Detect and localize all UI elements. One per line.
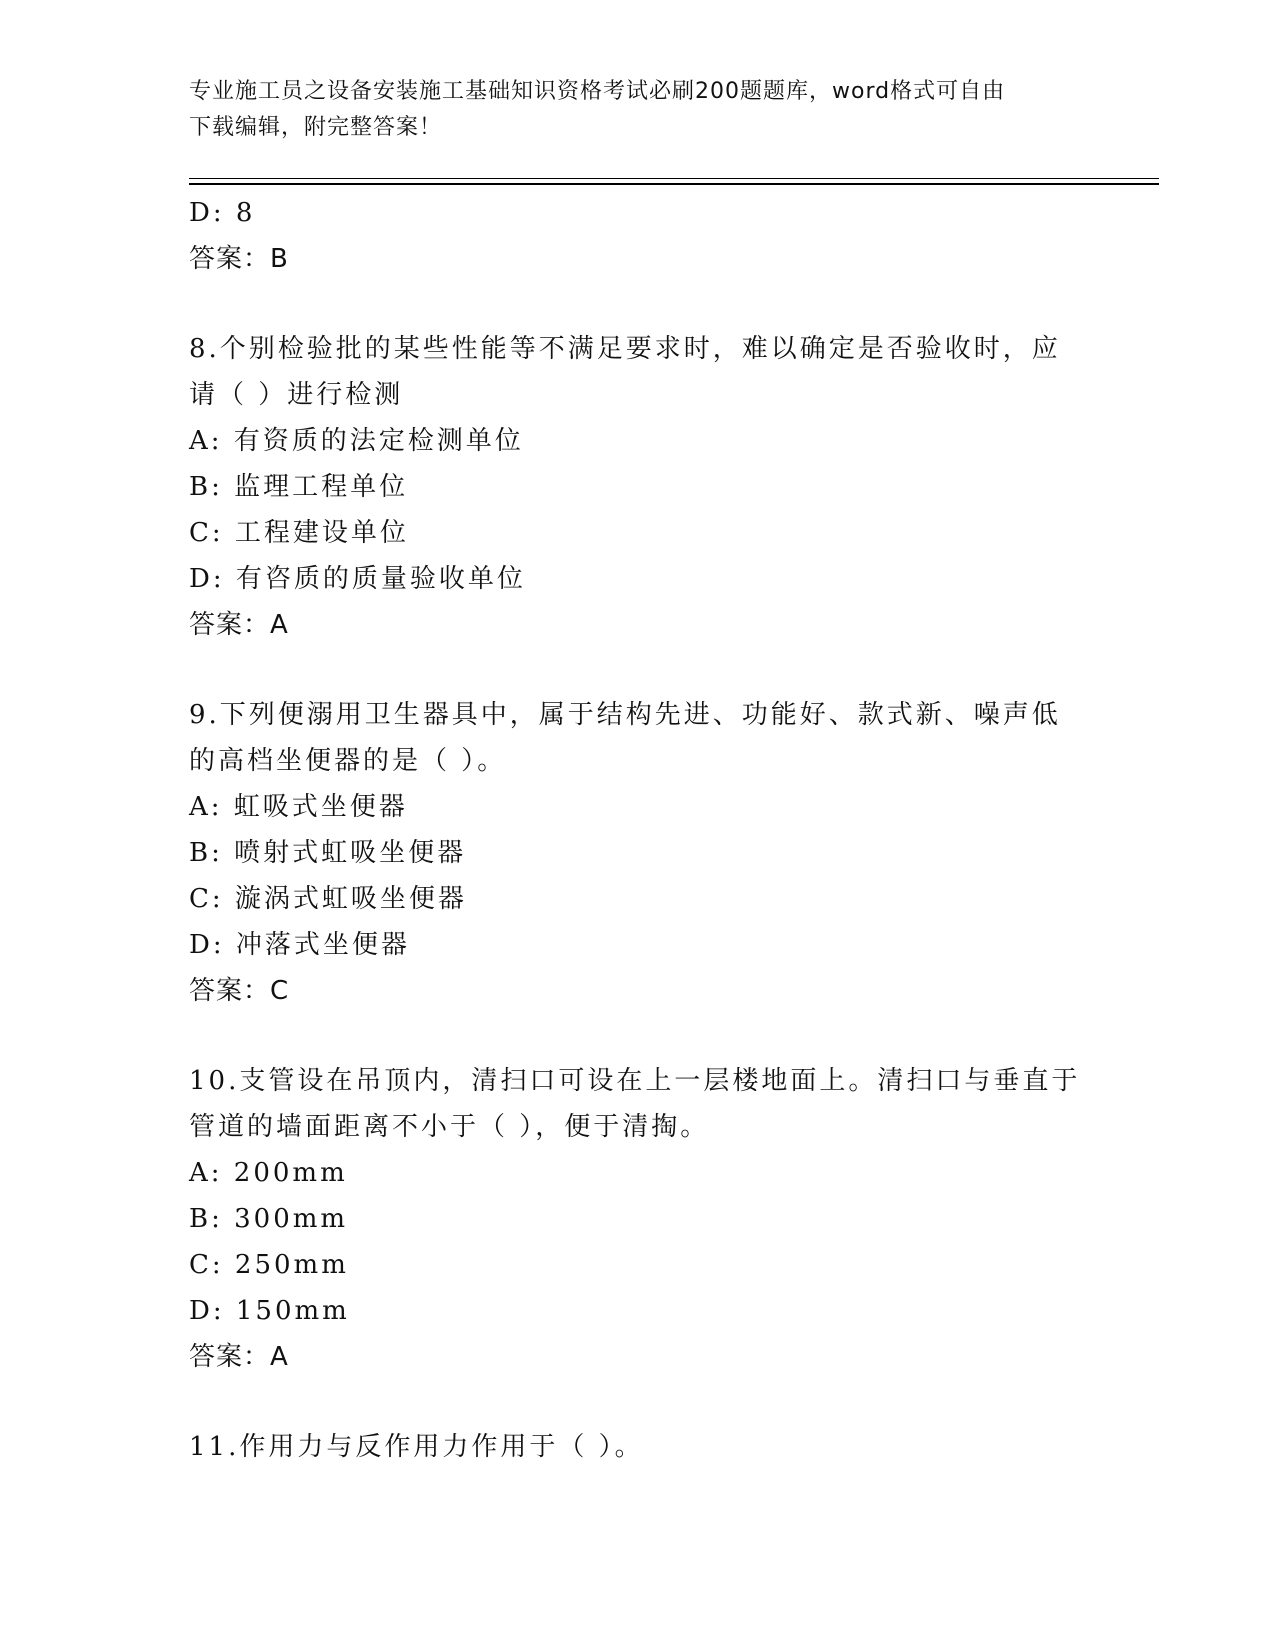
document-header (189, 74, 1079, 146)
header-title-line-2: 下载编辑，附完整答案！ (189, 115, 443, 140)
document-body (189, 190, 1089, 1470)
option-b: B: 监理工程单位 (189, 472, 409, 502)
answer-line: 答案：B (189, 244, 289, 274)
option-c: C: 漩涡式虹吸坐便器 (189, 884, 467, 914)
option-d: D: 150mm (189, 1296, 350, 1326)
header-divider-thin (189, 178, 1159, 179)
option-b: B: 300mm (189, 1204, 349, 1234)
answer-line: 答案：A (189, 1342, 289, 1372)
question-8 (189, 326, 1089, 648)
question-text-line-2: 的高档坐便器的是（ ）。 (189, 746, 507, 776)
answer-line: 答案：A (189, 610, 289, 640)
option-c: C: 250mm (189, 1250, 349, 1280)
question-text (189, 1058, 1089, 1150)
previous-question-tail (189, 190, 1089, 282)
header-divider-thick (189, 183, 1159, 185)
question-9 (189, 692, 1089, 1014)
option-a: A: 有资质的法定检测单位 (189, 426, 524, 456)
question-text-line-1: 8.个别检验批的某些性能等不满足要求时，难以确定是否验收时，应 (189, 334, 1061, 364)
question-11 (189, 1424, 1089, 1470)
option-a: A: 200mm (189, 1158, 348, 1188)
question-text (189, 326, 1089, 418)
answer-line: 答案：C (189, 976, 290, 1006)
option-c: C: 工程建设单位 (189, 518, 409, 548)
question-10 (189, 1058, 1089, 1380)
option-d: D: 有咨质的质量验收单位 (189, 564, 526, 594)
question-text-line-1: 10.支管设在吊顶内，清扫口可设在上一层楼地面上。清扫口与垂直于 (189, 1066, 1081, 1096)
question-text (189, 692, 1089, 784)
question-text (189, 1424, 1089, 1470)
question-text-line-1: 9.下列便溺用卫生器具中，属于结构先进、功能好、款式新、噪声低 (189, 700, 1061, 730)
option-d: D: 冲落式坐便器 (189, 930, 410, 960)
question-text-line-2: 管道的墙面距离不小于（ ），便于清掏。 (189, 1112, 710, 1142)
option-b: B: 喷射式虹吸坐便器 (189, 838, 467, 868)
option-a: A: 虹吸式坐便器 (189, 792, 408, 822)
question-text-line-1: 11.作用力与反作用力作用于（ ）。 (189, 1432, 644, 1462)
header-title-line-1: 专业施工员之设备安装施工基础知识资格考试必刷200题题库，word格式可自由 (189, 79, 1006, 104)
question-text-line-2: 请（ ）进行检测 (189, 380, 404, 410)
option-d: D: 8 (189, 198, 256, 228)
